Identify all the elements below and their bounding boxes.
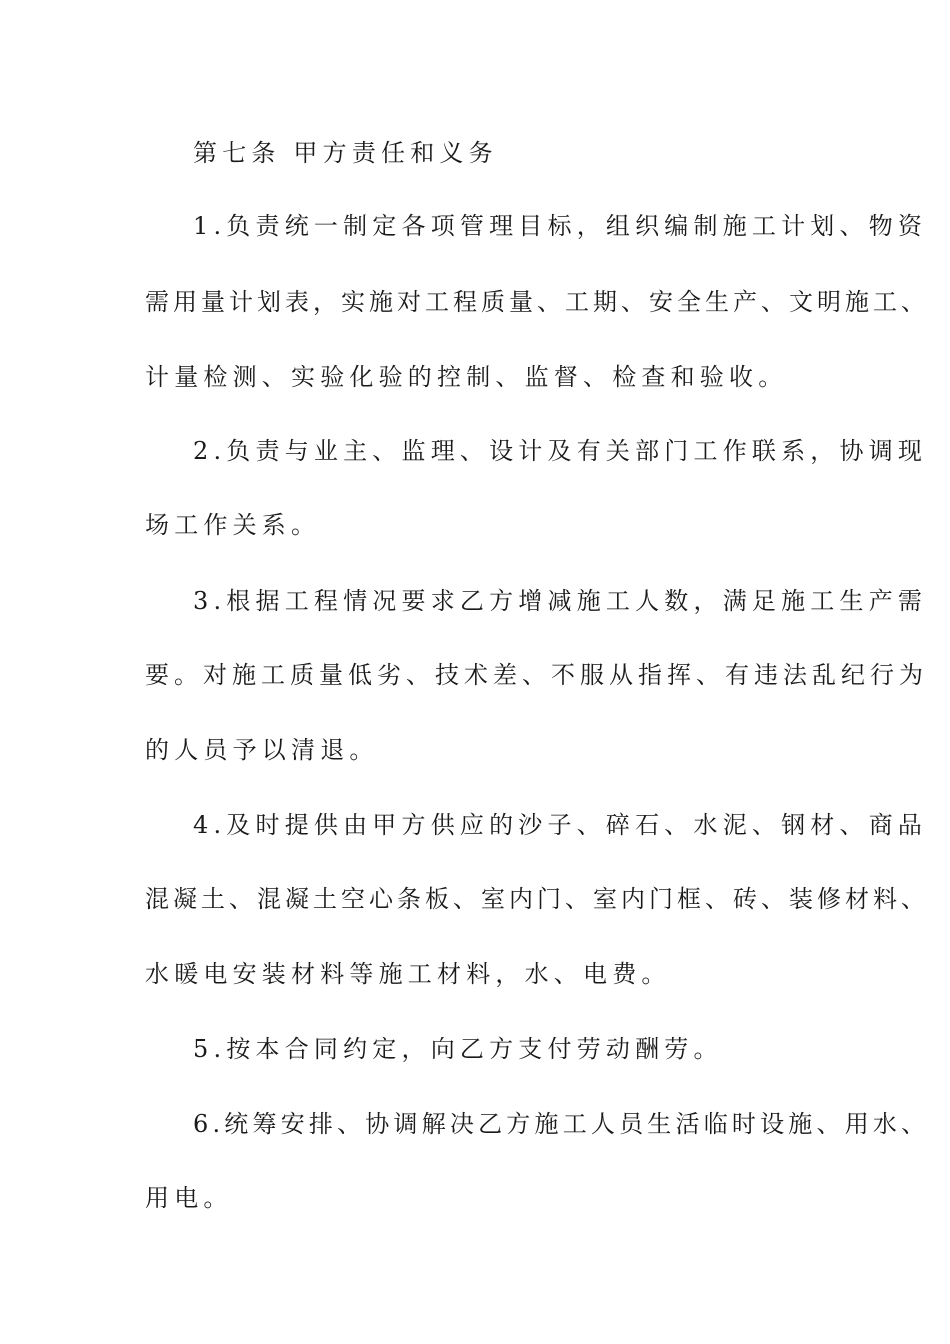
paragraph-line: 6.统筹安排、协调解决乙方施工人员生活临时设施、用水、 [193, 1110, 930, 1138]
paragraph-line: 1.负责统一制定各项管理目标，组织编制施工计划、物资 [193, 212, 928, 240]
paragraph-line: 水暖电安装材料等施工材料，水、电费。 [145, 960, 671, 988]
paragraph-line: 场工作关系。 [145, 511, 321, 539]
paragraph-line: 2.负责与业主、监理、设计及有关部门工作联系，协调现 [193, 437, 928, 465]
paragraph-line: 4.及时提供由甲方供应的沙子、碎石、水泥、钢材、商品 [193, 811, 928, 839]
section-heading: 第七条 甲方责任和义务 [193, 139, 498, 167]
paragraph-line: 用电。 [145, 1184, 233, 1212]
paragraph-line: 要。对施工质量低劣、技术差、不服从指挥、有违法乱纪行为 [145, 661, 928, 689]
paragraph-line: 的人员予以清退。 [145, 736, 379, 764]
paragraph-line: 计量检测、实验化验的控制、监督、检查和验收。 [145, 363, 788, 391]
paragraph-line: 5.按本合同约定，向乙方支付劳动酬劳。 [193, 1035, 723, 1063]
paragraph-line: 需用量计划表，实施对工程质量、工期、安全生产、文明施工、 [145, 288, 929, 316]
paragraph-line: 混凝土、混凝土空心条板、室内门、室内门框、砖、装修材料、 [145, 885, 929, 913]
paragraph-line: 3.根据工程情况要求乙方增减施工人数，满足施工生产需 [193, 587, 928, 615]
